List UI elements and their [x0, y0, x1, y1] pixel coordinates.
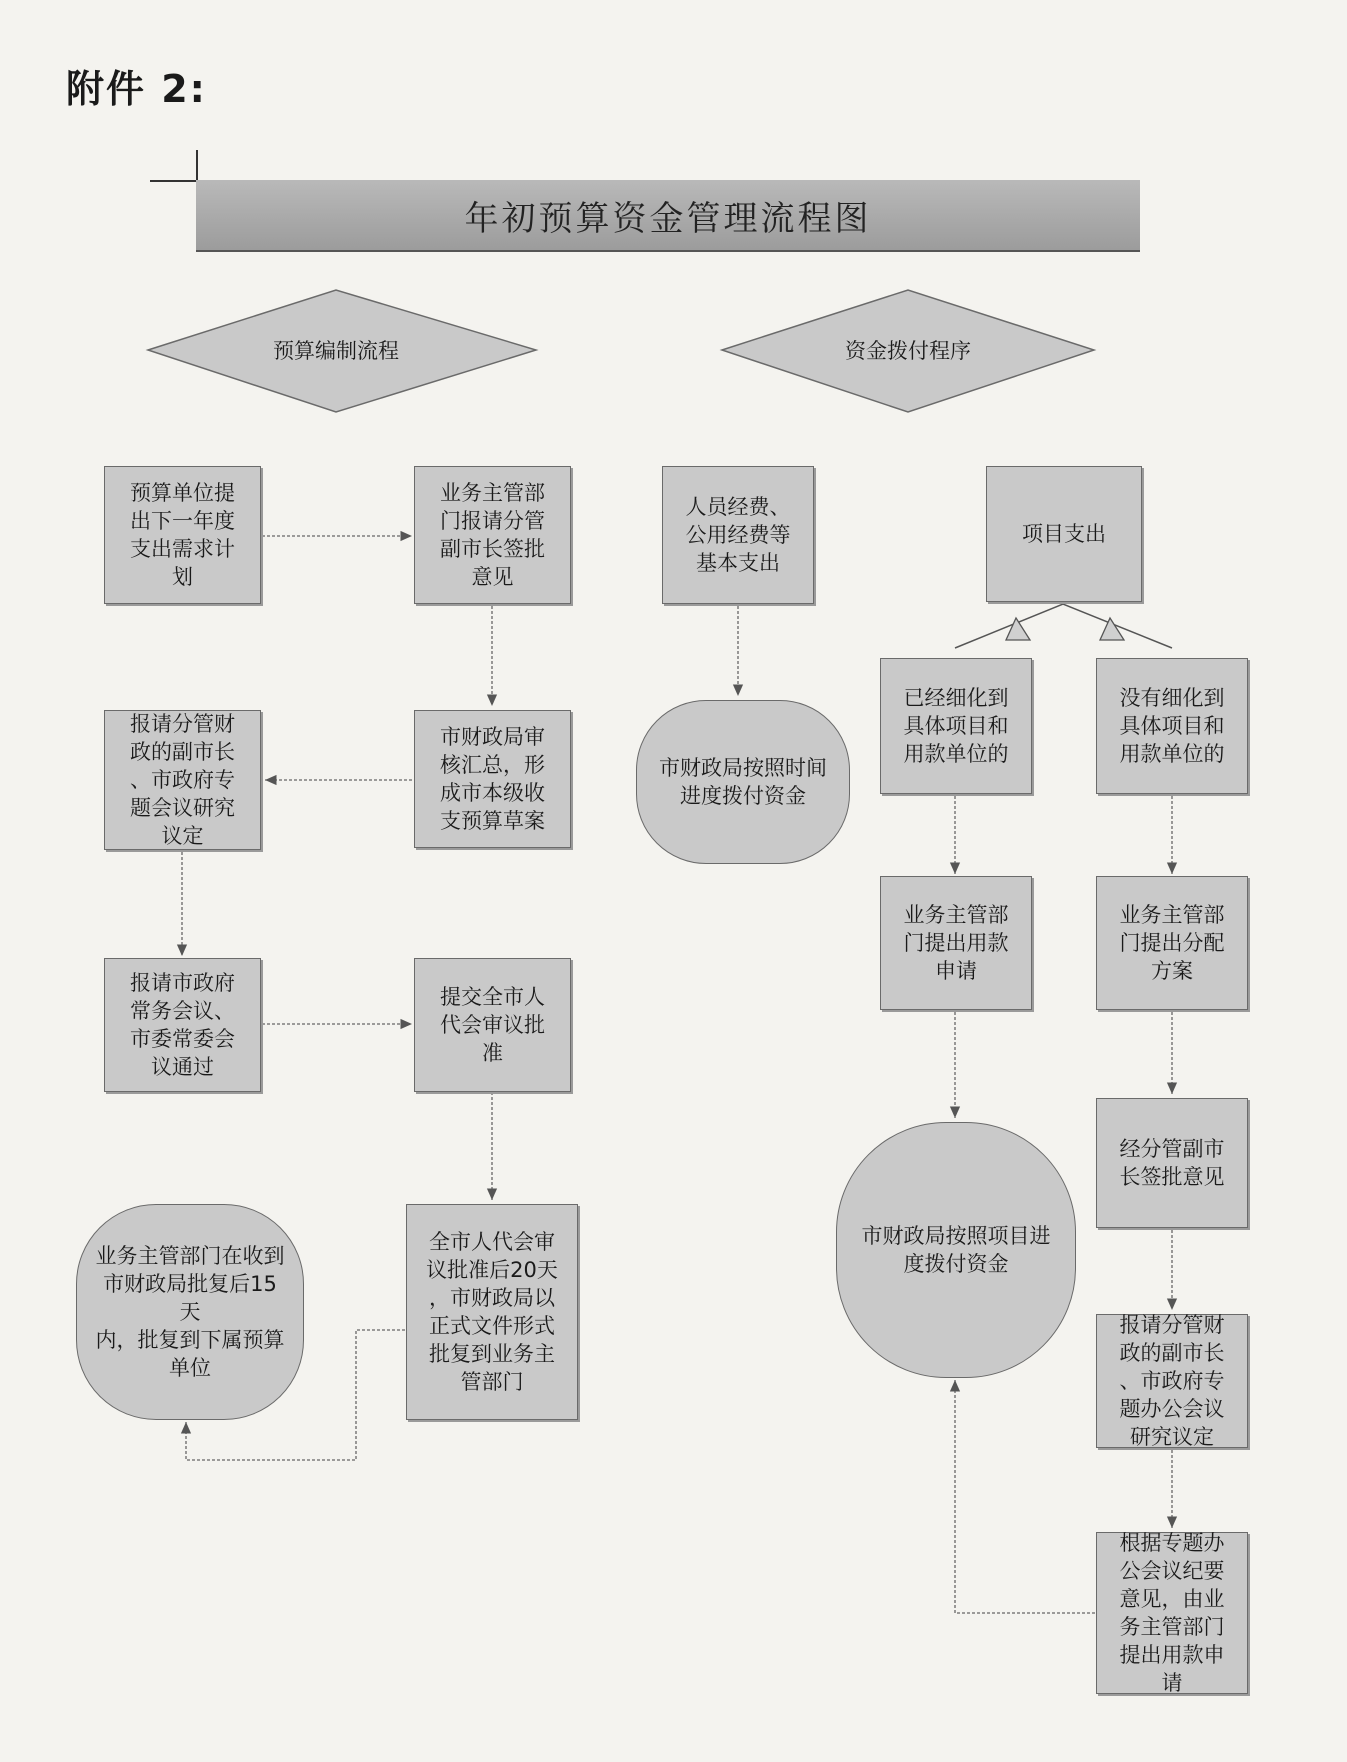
branch-triangle-left — [1006, 618, 1030, 640]
funds-dept-apply: 业务主管部 门提出用款 申请 — [880, 876, 1032, 1010]
chart-title: 年初预算资金管理流程图 — [196, 180, 1140, 252]
funds-vice-mayor-sign: 经分管副市 长签批意见 — [1096, 1098, 1248, 1228]
funds-project-expenditure: 项目支出 — [986, 466, 1142, 602]
funds-project-progress-disbursement: 市财政局按照项目进 度拨付资金 — [836, 1122, 1076, 1378]
funds-special-office-meeting: 报请分管财 政的副市长 、市政府专 题办公会议 研究议定 — [1096, 1314, 1248, 1448]
budget-step-dept-report: 业务主管部 门报请分管 副市长签批 意见 — [414, 466, 571, 604]
branch-triangle-right — [1100, 618, 1124, 640]
section-label-budget: 预算编制流程 — [273, 339, 399, 363]
attachment-label: 附件 2: — [66, 67, 207, 111]
funds-basic-time-disbursement: 市财政局按照时间 进度拨付资金 — [636, 700, 850, 864]
budget-step-executive-meeting: 报请市政府 常务会议、 市委常委会 议通过 — [104, 958, 261, 1092]
budget-step-special-meeting: 报请分管财 政的副市长 、市政府专 题会议研究 议定 — [104, 710, 261, 850]
funds-meeting-minutes-apply: 根据专题办 公会议纪要 意见，由业 务主管部门 提出用款申 请 — [1096, 1532, 1248, 1694]
budget-step-subordinate-reply: 业务主管部门在收到 市财政局批复后15天 内，批复到下属预算 单位 — [76, 1204, 304, 1420]
split-project-branches — [955, 604, 1172, 648]
arrow-final-pay — [955, 1380, 1095, 1613]
budget-step-unit-request: 预算单位提 出下一年度 支出需求计 划 — [104, 466, 261, 604]
funds-detailed-project: 已经细化到 具体项目和 用款单位的 — [880, 658, 1032, 794]
budget-step-official-reply: 全市人代会审 议批准后20天 ，市财政局以 正式文件形式 批复到业务主 管部门 — [406, 1204, 578, 1420]
budget-step-congress-review: 提交全市人 代会审议批 准 — [414, 958, 571, 1092]
funds-undetailed-project: 没有细化到 具体项目和 用款单位的 — [1096, 658, 1248, 794]
section-label-funds: 资金拨付程序 — [845, 339, 971, 363]
budget-step-finance-review: 市财政局审 核汇总，形 成市本级收 支预算草案 — [414, 710, 571, 848]
funds-basic-expenditure: 人员经费、 公用经费等 基本支出 — [662, 466, 814, 604]
funds-dept-allocation-plan: 业务主管部 门提出分配 方案 — [1096, 876, 1248, 1010]
